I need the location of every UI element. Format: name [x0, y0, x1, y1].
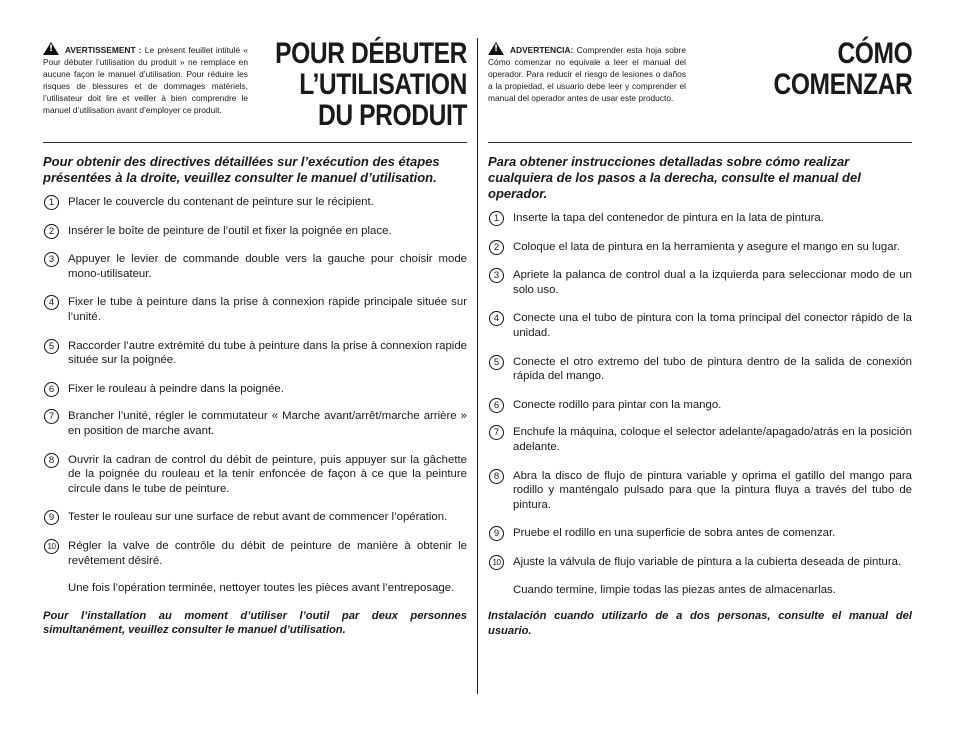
step-number-badge: 7: [44, 409, 59, 424]
french-intro: Pour obtenir des directives détaillées sur l’exécution des étapes présentées à la droite, veuillez consulter le manuel d’utilisation.: [43, 154, 440, 185]
spanish-step-7: [488, 425, 912, 454]
step-text: Raccorder l’autre extrémité du tube à peinture dans la prise à connexion rapide située sur la poignée.: [68, 339, 467, 367]
french-step-9: [43, 510, 467, 525]
spanish-warning-label: ADVERTENCIA:: [510, 45, 574, 55]
french-steps: [43, 195, 467, 596]
step-text: Coloque el lata de pintura en la herramienta y asegure el mango en su lugar.: [513, 240, 900, 253]
spanish-column: [488, 38, 912, 638]
french-step-7: [43, 409, 467, 438]
french-step-10: [43, 539, 467, 568]
french-column: [43, 38, 467, 638]
step-number-badge: 6: [489, 398, 504, 413]
step-number-badge: 4: [44, 295, 59, 310]
step-number-badge: 2: [489, 240, 504, 255]
step-text: Ouvrir la cadran de control du débit de peinture, puis appuyer sur la gâchette de la poignée du rouleau et la tenir enfoncée de façon à ce que la peinture circule dans le tube de peinture.: [68, 453, 467, 495]
spanish-steps: [488, 211, 912, 597]
french-title-line: DU PRODUIT: [318, 99, 467, 132]
step-text: Brancher l’unité, régler le commutateur « Marche avant/arrêt/marche arrière » en position de marche avant.: [68, 410, 467, 437]
step-number-badge: 5: [489, 355, 504, 370]
french-title-line: L’UTILISATION: [299, 68, 467, 101]
spanish-step-3: [488, 268, 912, 297]
step-number-badge: 1: [489, 211, 504, 226]
spanish-step-6: [488, 398, 912, 413]
french-header: [43, 38, 467, 143]
step-number-badge: 10: [44, 539, 59, 554]
spanish-step-1: [488, 211, 912, 226]
spanish-closing-note: Cuando termine, limpie todas las piezas antes de almacenarlas.: [513, 583, 836, 596]
warning-icon: [43, 42, 59, 55]
column-divider: [477, 38, 478, 694]
step-text: Inserte la tapa del contenedor de pintura en la lata de pintura.: [513, 212, 824, 224]
french-title-line: POUR DÉBUTER: [275, 37, 467, 70]
step-text: Enchufe la máquina, coloque el selector adelante/apagado/atrás en la posición adelante.: [513, 426, 912, 453]
warning-icon: [488, 42, 504, 55]
step-text: Appuyer le levier de commande double vers la gauche pour choisir mode mono-utilisateur.: [68, 253, 467, 280]
french-warning-label: AVERTISSEMENT :: [65, 45, 142, 55]
spanish-header: [488, 38, 912, 143]
step-number-badge: 8: [489, 469, 504, 484]
step-number-badge: 7: [489, 425, 504, 440]
step-number-badge: 5: [44, 339, 59, 354]
spanish-step-8: [488, 469, 912, 513]
step-text: Fixer le rouleau à peindre dans la poignée.: [68, 382, 284, 395]
french-step-3: [43, 252, 467, 281]
spanish-warning: [488, 42, 686, 104]
step-text: Régler la valve de contrôle du débit de peinture de manière à obtenir le revêtement désiré.: [68, 539, 467, 567]
french-warning: [43, 42, 248, 116]
step-number-badge: 3: [489, 268, 504, 283]
spanish-title-line: COMENZAR: [773, 68, 912, 101]
french-footer-note: Pour l’installation au moment d’utiliser l’outil par deux personnes simultanément, veuillez consulter le manuel d’utilisation.: [43, 609, 467, 637]
step-number-badge: 3: [44, 252, 59, 267]
step-number-badge: 9: [489, 526, 504, 541]
spanish-step-2: [488, 240, 912, 255]
french-step-5: [43, 339, 467, 368]
step-text: Ajuste la válvula de flujo variable de pintura a la cubierta deseada de pintura.: [513, 555, 902, 568]
step-number-badge: 2: [44, 224, 59, 239]
step-number-badge: 10: [489, 555, 504, 570]
step-text: Conecte una el tubo de pintura con la toma principal del conector rápido de la unidad.: [513, 312, 912, 339]
french-closing-note: Une fois l’opération terminée, nettoyer toutes les pièces avant l’entreposage.: [68, 582, 455, 595]
step-number-badge: 1: [44, 195, 59, 210]
spanish-footer-note: Instalación cuando utilizarlo de a dos personas, consulte el manual del usuario.: [488, 610, 912, 637]
french-step-4: [43, 295, 467, 324]
step-number-badge: 8: [44, 453, 59, 468]
step-text: Pruebe el rodillo en una superficie de sobra antes de comenzar.: [513, 527, 836, 540]
french-title: [275, 38, 467, 131]
step-number-badge: 4: [489, 311, 504, 326]
step-text: Abra la disco de flujo de pintura variable y oprima el gatillo del mango para rodillo y manténgalo pulsado para que la pintura fluya a través del tubo de pintura.: [513, 469, 912, 511]
french-step-2: [43, 224, 467, 239]
french-step-8: [43, 453, 467, 497]
step-text: Tester le rouleau sur une surface de rebut avant de commencer l’opération.: [68, 511, 448, 524]
spanish-intro: Para obtener instrucciones detalladas sobre cómo realizar cualquiera de los pasos a la derecha, consulte el manual del operador.: [488, 154, 861, 201]
step-number-badge: 6: [44, 382, 59, 397]
step-text: Conecte rodillo para pintar con la mango.: [513, 398, 722, 411]
french-step-6: [43, 382, 467, 397]
spanish-step-9: [488, 526, 912, 541]
spanish-step-5: [488, 355, 912, 384]
step-text: Placer le couvercle du contenant de peinture sur le récipient.: [68, 196, 374, 208]
french-warning-text: Le présent feuillet intitulé « Pour débuter l’utilisation du produit » ne remplace en aucune façon le manuel d’utilisation. Pour réduire les risques de blessures et de dommages matériels, l’utilisateur doit lire et veiller à bien comprendre le manuel d’utilisation avant d’employer ce produit.: [43, 45, 248, 115]
spanish-step-10: [488, 555, 912, 570]
step-text: Apriete la palanca de control dual a la izquierda para seleccionar modo de un solo uso.: [513, 269, 912, 296]
step-number-badge: 9: [44, 510, 59, 525]
step-text: Fixer le tube à peinture dans la prise à connexion rapide principale située sur l’unité.: [68, 296, 467, 323]
step-text: Insérer le boîte de peinture de l’outil et fixer la poignée en place.: [68, 224, 392, 237]
spanish-title-line: CÓMO: [837, 37, 912, 70]
spanish-warning-text: Comprender esta hoja sobre Cómo comenzar no equivale a leer el manual del operador. Para reducir el riesgo de lesiones o daños a la propiedad, el usuario debe leer y comprender el manual del operador antes de usar este producto.: [488, 45, 686, 103]
french-step-1: [43, 195, 467, 210]
spanish-step-4: [488, 311, 912, 340]
step-text: Conecte el otro extremo del tubo de pintura dentro de la salida de conexión rápida del mango.: [513, 355, 912, 383]
spanish-title: [773, 38, 912, 100]
